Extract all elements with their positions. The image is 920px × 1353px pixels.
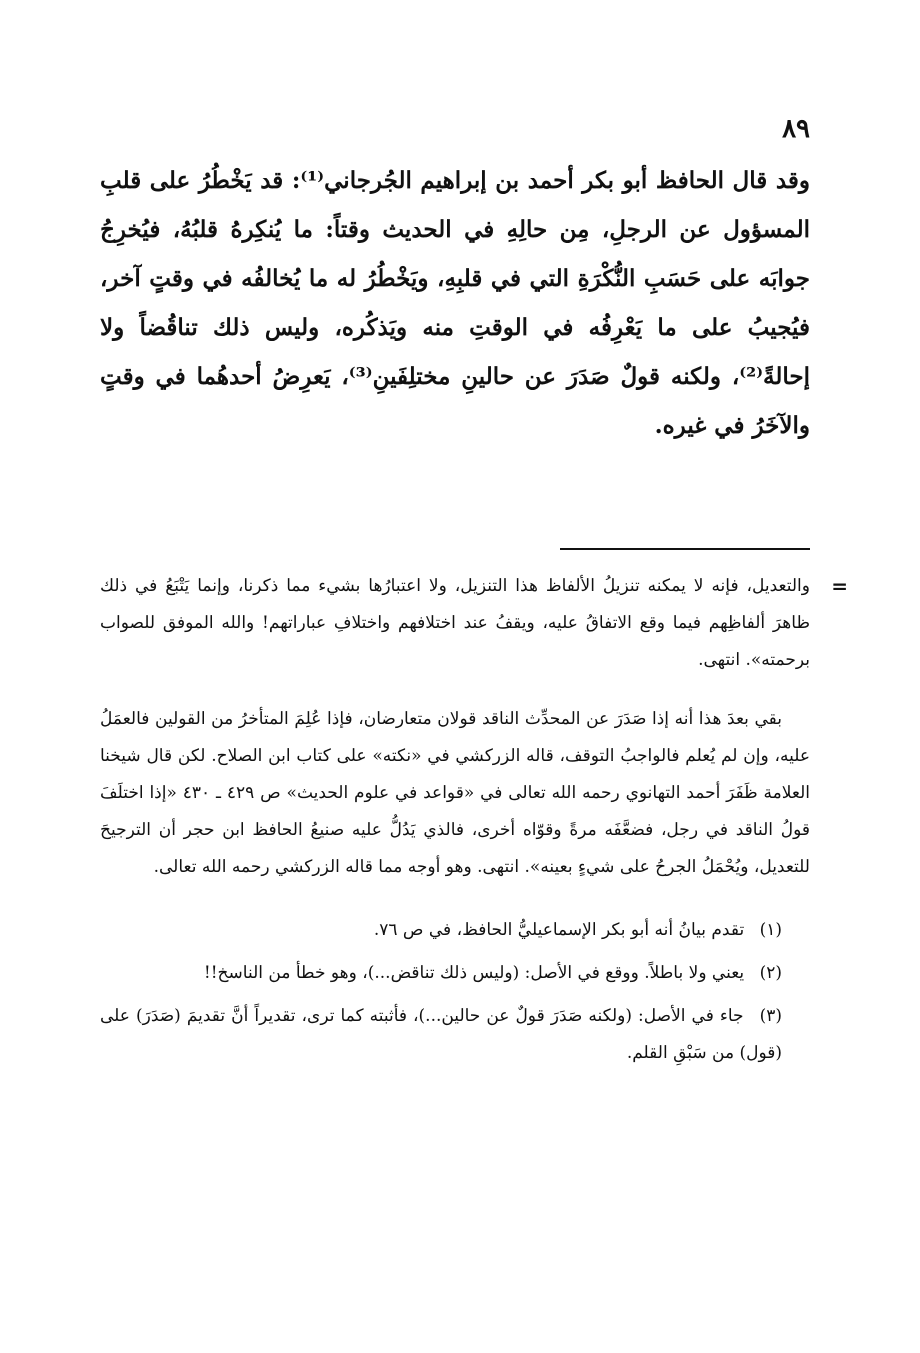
footnote-continuation (100, 568, 848, 679)
footnote-number: (٢) (759, 963, 782, 983)
footnote-note-paragraph: بقي بعدَ هذا أنه إذا صَدَرَ عن المحدِّث الناقد قولان متعارضان، فإذا عُلِمَ المتأخرُ من القولين فالعمَلُ عليه، وإن لم يُعلم فالواجبُ التوقف، قاله الزركشي في «نكته» على كتاب ابن الصلاح. لكن قال شيخنا العلامة ظَفَرَ أحمد التهانوي رحمه الله تعالى في «قواعد في علوم الحديث» ص ٤٢٩ ـ ٤٣٠ «إذا اختلَفَ قولُ الناقد في رجل، فضعَّفَه مرةً وقوّاه أخرى، فالذي يَدُلُّ عليه صنيعُ الحافظ ابن حجر أن الترجيحَ للتعديل، ويُحْمَلُ الجرحُ على شيءٍ بعينه». انتهى. وهو أوجه مما قاله الزركشي رحمه الله تعالى. (100, 709, 811, 877)
footnote-separator-line (560, 548, 810, 550)
section-spacer (100, 450, 810, 548)
continuation-mark: = (831, 574, 848, 598)
footnote-number: (١) (759, 920, 782, 940)
page-number: ٨٩ (782, 114, 810, 144)
footnote-item (100, 912, 810, 949)
footnote-text: جاء في الأصل: (ولكنه صَدَرَ قولٌ عن حالين...)، فأثبته كما ترى، تقديراً أنَّ تقديمَ (صَدَرَ) على (قول) من سَبْقِ القلم. (100, 1006, 782, 1063)
footnote-number: (٣) (759, 1006, 783, 1026)
footnotes-list (100, 912, 810, 1072)
footnote-text: تقدم بيانُ أنه أبو بكر الإسماعيليُّ الحافظ، في ص ٧٦. (373, 920, 745, 940)
footnote-continuation-text: والتعديل، فإنه لا يمكنه تنزيلُ الألفاظ هذا التنزيل، ولا اعتبارُها بشيء مما ذكرنا، وإنما يَتْبَعُ في ذلك ظاهرَ ألفاظِهم فيما وقع الاتفاقُ عليه، ويقفُ عند اختلافهم واختلافِ عباراتهم! والله الموفق للصواب برحمته». انتهى. (100, 576, 810, 670)
footnote-item (100, 998, 810, 1072)
footnote-item (100, 955, 810, 992)
footnote-text: يعني ولا باطلاً. ووقع في الأصل: (وليس ذلك تناقض...)، وهو خطأ من الناسخ!! (203, 963, 745, 983)
main-paragraph: وقد قال الحافظ أبو بكر أحمد بن إبراهيم الجُرجاني⁽¹⁾: قد يَخْطُرُ على قلبِ المسؤول عن الرجلِ، مِن حالِهِ في الحديث وقتاً: ما يُنكِرهُ قلبُهُ، فيُخرِجُ جوابَه على حَسَبِ النُّكْرَةِ التي في قلبِهِ، ويَخْطُرُ له ما يُخالفُه في وقتٍ آخر، فيُجيبُ على ما يَعْرِفُه في الوقتِ منه ويَذكُره، وليس ذلك تناقُضاً ولا إحالةً⁽²⁾، ولكنه قولٌ صَدَرَ عن حالينِ مختلِفَينِ⁽³⁾، يَعرِضُ أحدهُما في وقتٍ والآخَرُ في غيره. (100, 167, 811, 439)
book-page (100, 112, 848, 1072)
